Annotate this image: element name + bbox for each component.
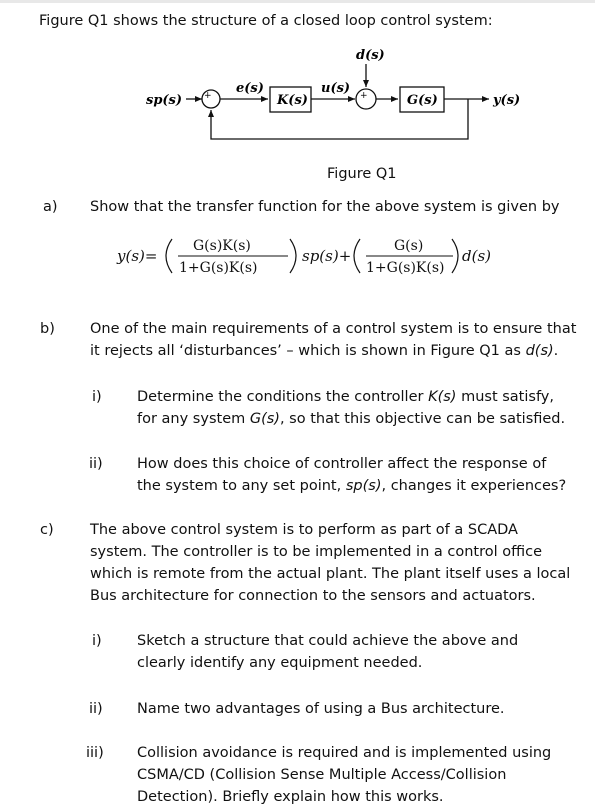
part-a-label: a): [43, 199, 58, 215]
part-c-ii-line1: Name two advantages of using a Bus architecture.: [137, 701, 505, 717]
label-G: G(s): [407, 93, 438, 108]
part-c-i-line2: clearly identify any equipment needed.: [137, 655, 423, 671]
part-c-line2: system. The controller is to be implemented in a control office: [90, 544, 543, 560]
part-c-label: c): [40, 522, 54, 538]
intro-text: Figure Q1 shows the structure of a closed loop control system:: [39, 13, 493, 29]
part-c-line3: which is remote from the actual plant. The plant itself uses a local: [90, 566, 571, 582]
part-c-iii-line3: Detection). Briefly explain how this works.: [137, 789, 444, 805]
part-b-i-line1: Determine the conditions the controller K(s) must satisfy,: [137, 389, 554, 405]
eq-lhs: y(s)=: [117, 247, 158, 265]
plus-sign-2: +: [360, 91, 368, 101]
part-b-ii-label: ii): [89, 456, 103, 472]
label-K: K(s): [277, 93, 308, 108]
part-b-ii-line2: the system to any set point, sp(s), changes it experiences?: [137, 478, 567, 494]
block-diagram: [0, 40, 595, 165]
label-e: e(s): [236, 81, 264, 96]
eq-mid: sp(s)+: [302, 247, 352, 265]
part-b-ii-line1: How does this choice of controller affect the response of: [137, 456, 547, 472]
part-c-i-label: i): [92, 633, 102, 649]
part-b-i-line2: for any system G(s), so that this objective can be satisfied.: [137, 411, 566, 427]
figure-caption: Figure Q1: [327, 166, 397, 182]
eq-num1: G(s)K(s): [193, 238, 251, 254]
part-b-line2: it rejects all ‘disturbances’ – which is shown in Figure Q1 as d(s).: [90, 343, 559, 359]
part-c-iii-line1: Collision avoidance is required and is implemented using: [137, 745, 552, 761]
part-b-i-label: i): [92, 389, 102, 405]
eq-den1: 1+G(s)K(s): [179, 260, 258, 276]
label-sp: sp(s): [146, 93, 183, 108]
plus-sign-1: +: [204, 91, 212, 101]
part-c-ii-label: ii): [89, 701, 103, 717]
part-c-i-line1: Sketch a structure that could achieve the above and: [137, 633, 519, 649]
part-c-iii-label: iii): [86, 745, 104, 761]
part-b-line1: One of the main requirements of a control system is to ensure that: [90, 321, 577, 337]
top-rule: [0, 0, 595, 3]
label-d: d(s): [356, 48, 385, 63]
part-a-text: Show that the transfer function for the above system is given by: [90, 199, 560, 215]
eq-end: d(s): [462, 247, 492, 265]
transfer-function-equation: [98, 226, 538, 286]
eq-den2: 1+G(s)K(s): [366, 260, 445, 276]
part-c-iii-line2: CSMA/CD (Collision Sense Multiple Access/Collision: [137, 767, 507, 783]
part-b-label: b): [40, 321, 55, 337]
label-u: u(s): [321, 81, 351, 96]
part-c-line4: Bus architecture for connection to the sensors and actuators.: [90, 588, 536, 604]
eq-num2: G(s): [394, 238, 424, 254]
part-c-line1: The above control system is to perform as part of a SCADA: [90, 522, 518, 538]
label-y: y(s): [493, 93, 521, 108]
